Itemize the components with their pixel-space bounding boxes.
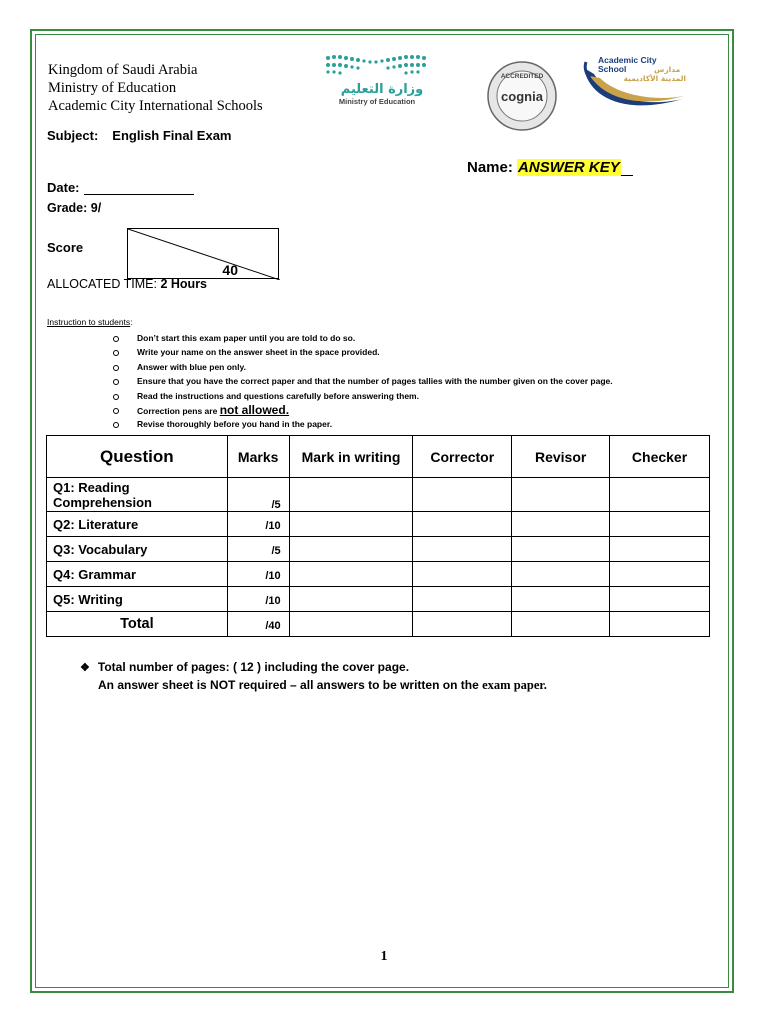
answer-note-suffix: exam paper. (482, 678, 547, 692)
marks-cell (227, 562, 289, 587)
score-total: 40 (222, 262, 238, 278)
acs-arabic-line2: المدينة الأكاديمية (623, 74, 686, 83)
instruction-item: Write your name on the answer sheet in the space provided. (112, 345, 613, 359)
checker-cell[interactable] (610, 478, 710, 512)
revisor-cell[interactable] (512, 562, 610, 587)
header-checker: Checker (610, 436, 710, 478)
mark-in-writing-cell[interactable] (289, 612, 413, 637)
marks-cell (227, 512, 289, 537)
header-mark-in-writing: Mark in writing (289, 436, 413, 478)
subject-line (47, 128, 232, 143)
table-row (47, 562, 710, 587)
ministry-line: Ministry of Education (48, 80, 177, 96)
marks-cell (227, 478, 289, 512)
table-row (47, 478, 710, 512)
instruction-item: Revise thoroughly before you hand in the paper. (112, 417, 613, 431)
name-line (467, 159, 633, 176)
name-value-highlight: ANSWER KEY (518, 159, 620, 176)
grade-line: Grade: 9/ (47, 201, 102, 215)
marks-q1: /5 (271, 499, 281, 511)
header-corrector: Corrector (413, 436, 512, 478)
allocated-time-value: 2 Hours (160, 277, 208, 291)
instruction-text: Correction pens are (137, 405, 218, 416)
cognia-accreditation-seal (486, 60, 558, 132)
checker-cell[interactable] (610, 587, 710, 612)
marks-q2: /10 (265, 519, 281, 532)
instructions-title-colon: : (130, 317, 133, 327)
header-question: Question (47, 436, 228, 478)
allocated-time-line (47, 277, 207, 291)
answer-note-prefix: An answer sheet is NOT required – all answers to be written on the (98, 678, 479, 692)
marks-cell (227, 587, 289, 612)
moe-arabic-text: وزارة التعليم (340, 82, 424, 97)
mark-in-writing-cell[interactable] (289, 512, 413, 537)
score-diagonal-line (128, 229, 280, 280)
page-number: 1 (380, 949, 388, 964)
instruction-item: Ensure that you have the correct paper and that the number of pages tallies with the number given on the cover page. (112, 374, 613, 388)
revisor-cell[interactable] (512, 587, 610, 612)
allocated-time-label: ALLOCATED TIME: (47, 277, 157, 291)
question-q3: Q3: Vocabulary (47, 537, 228, 562)
instructions-title-text: Instruction to students (47, 317, 131, 327)
ministry-of-education-logo (322, 52, 432, 108)
marks-table (46, 435, 710, 637)
acs-name-line1: Academic City (598, 55, 657, 65)
revisor-cell[interactable] (512, 612, 610, 637)
mark-in-writing-cell[interactable] (289, 537, 413, 562)
mark-in-writing-cell[interactable] (289, 478, 413, 512)
cognia-seal-icon (486, 60, 558, 132)
corrector-cell[interactable] (413, 537, 512, 562)
table-row (47, 537, 710, 562)
table-row (47, 512, 710, 537)
corrector-cell[interactable] (413, 562, 512, 587)
cognia-name-text: cognia (501, 89, 543, 104)
header-marks: Marks (227, 436, 289, 478)
date-blank-field[interactable] (84, 181, 194, 195)
instruction-item: Read the instructions and questions carefully before answering them. (112, 389, 613, 403)
question-q4: Q4: Grammar (47, 562, 228, 587)
checker-cell[interactable] (610, 562, 710, 587)
marks-cell (227, 537, 289, 562)
revisor-cell[interactable] (512, 537, 610, 562)
header-revisor: Revisor (512, 436, 610, 478)
instruction-item-correction-pens (112, 403, 613, 417)
kingdom-line: Kingdom of Saudi Arabia (48, 62, 198, 78)
question-cell (47, 478, 228, 512)
academic-city-school-logo (580, 54, 692, 120)
instruction-emphasis: not allowed. (219, 402, 290, 417)
diamond-bullet-icon: ❖ (80, 662, 90, 674)
name-underline (621, 161, 633, 176)
subject-label: Subject: (47, 128, 99, 143)
acs-swoosh-icon (580, 54, 692, 120)
corrector-cell[interactable] (413, 512, 512, 537)
cognia-accredited-text: ACCREDITED (500, 73, 544, 80)
corrector-cell[interactable] (413, 478, 512, 512)
school-line: Academic City International Schools (48, 98, 263, 114)
question-q5: Q5: Writing (47, 587, 228, 612)
marks-q3: /5 (271, 544, 281, 557)
table-header-row (47, 436, 710, 478)
score-label: Score (47, 240, 84, 255)
instruction-item: Answer with blue pen only. (112, 360, 613, 374)
instructions-list (112, 331, 613, 432)
subject-value: English Final Exam (112, 128, 232, 143)
total-label: Total (47, 612, 228, 637)
table-row (47, 587, 710, 612)
corrector-cell[interactable] (413, 612, 512, 637)
school-header (48, 61, 263, 115)
corrector-cell[interactable] (413, 587, 512, 612)
marks-cell (227, 612, 289, 637)
marks-total: /40 (265, 619, 281, 632)
date-line (47, 180, 194, 195)
pages-note (80, 660, 409, 674)
table-total-row (47, 612, 710, 637)
mark-in-writing-cell[interactable] (289, 562, 413, 587)
question-q1-line1: Q1: Reading (53, 479, 130, 495)
answer-sheet-note (98, 678, 547, 693)
pages-note-text: Total number of pages: ( 12 ) including the cover page. (97, 660, 410, 674)
moe-dots-icon (322, 52, 432, 108)
date-label: Date: (47, 180, 80, 195)
checker-cell[interactable] (610, 512, 710, 537)
acs-name-line2: School (598, 64, 627, 74)
revisor-cell[interactable] (512, 512, 610, 537)
checker-cell[interactable] (610, 537, 710, 562)
acs-arabic-line1: مدارس (654, 65, 681, 74)
question-q1-line2: Comprehension (53, 494, 152, 510)
marks-q4: /10 (265, 569, 281, 582)
question-q2: Q2: Literature (47, 512, 228, 537)
score-box[interactable] (127, 228, 279, 279)
mark-in-writing-cell[interactable] (289, 587, 413, 612)
instruction-item: Don’t start this exam paper until you are told to do so. (112, 331, 613, 345)
marks-q5: /10 (265, 594, 281, 607)
name-label: Name: (467, 159, 513, 176)
checker-cell[interactable] (610, 612, 710, 637)
moe-english-text: Ministry of Education (338, 97, 416, 106)
instructions-title (47, 317, 133, 327)
revisor-cell[interactable] (512, 478, 610, 512)
